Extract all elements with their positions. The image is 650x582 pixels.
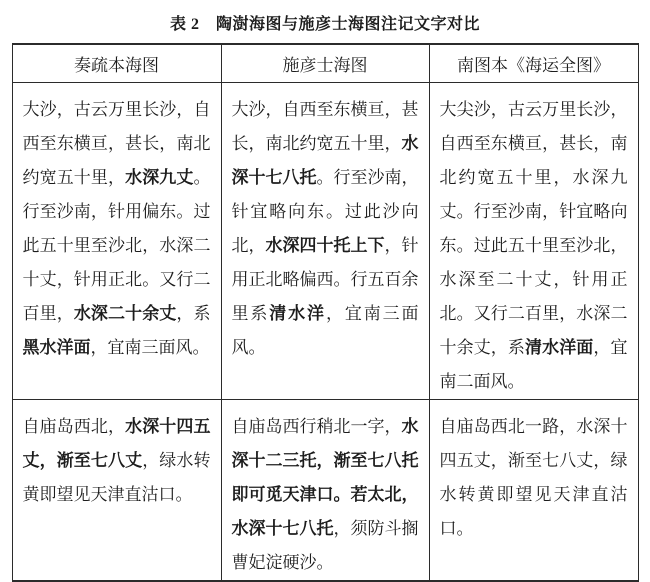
column-header-zoushuben: 奏疏本海图 bbox=[12, 44, 221, 83]
table-cell: 大沙，古云万里长沙，自西至东横亘，甚长，南北约宽五十里，水深九丈。行至沙南，针用偏东。过此五十里至沙北，水深二十丈，针用正北。又行二百里，水深二十余丈，系黑水洋面，宜南三面风。 bbox=[12, 83, 221, 400]
column-header-shiyanshi: 施彦士海图 bbox=[221, 44, 429, 83]
table-cell: 大沙，自西至东横亘，甚长，南北约宽五十里，水深十七八托。行至沙南，针宜略向东。过此沙向北，水深四十托上下，针用正北略偏西。行五百余里系清水洋，宜南三面风。 bbox=[221, 83, 429, 400]
table-cell: 自庙岛西北，水深十四五丈，渐至七八丈，绿水转黄即望见天津直沽口。 bbox=[12, 400, 221, 582]
comparison-table bbox=[12, 43, 639, 582]
column-header-nantuben: 南图本《海运全图》 bbox=[429, 44, 638, 83]
table-cell: 自庙岛西行稍北一字，水深十二三托，渐至七八托即可觅天津口。若太北，水深十七八托，须防斗搁曹妃淀硬沙。 bbox=[221, 400, 429, 582]
table-row bbox=[12, 83, 638, 400]
table-cell: 自庙岛西北一路，水深十四五丈，渐至七八丈，绿水转黄即望见天津直沽口。 bbox=[429, 400, 638, 582]
header-row bbox=[12, 44, 638, 83]
table-caption: 表 2 陶澍海图与施彦士海图注记文字对比 bbox=[169, 16, 480, 33]
table-row bbox=[12, 400, 638, 582]
table-cell: 大尖沙，古云万里长沙，自西至东横亘，甚长，南北约宽五十里，水深九丈。行至沙南，针宜略向东。过此五十里至沙北，水深至二十丈，针用正北。又行二百里，水深二十余丈，系清水洋面，宜南二面风。 bbox=[429, 83, 638, 400]
